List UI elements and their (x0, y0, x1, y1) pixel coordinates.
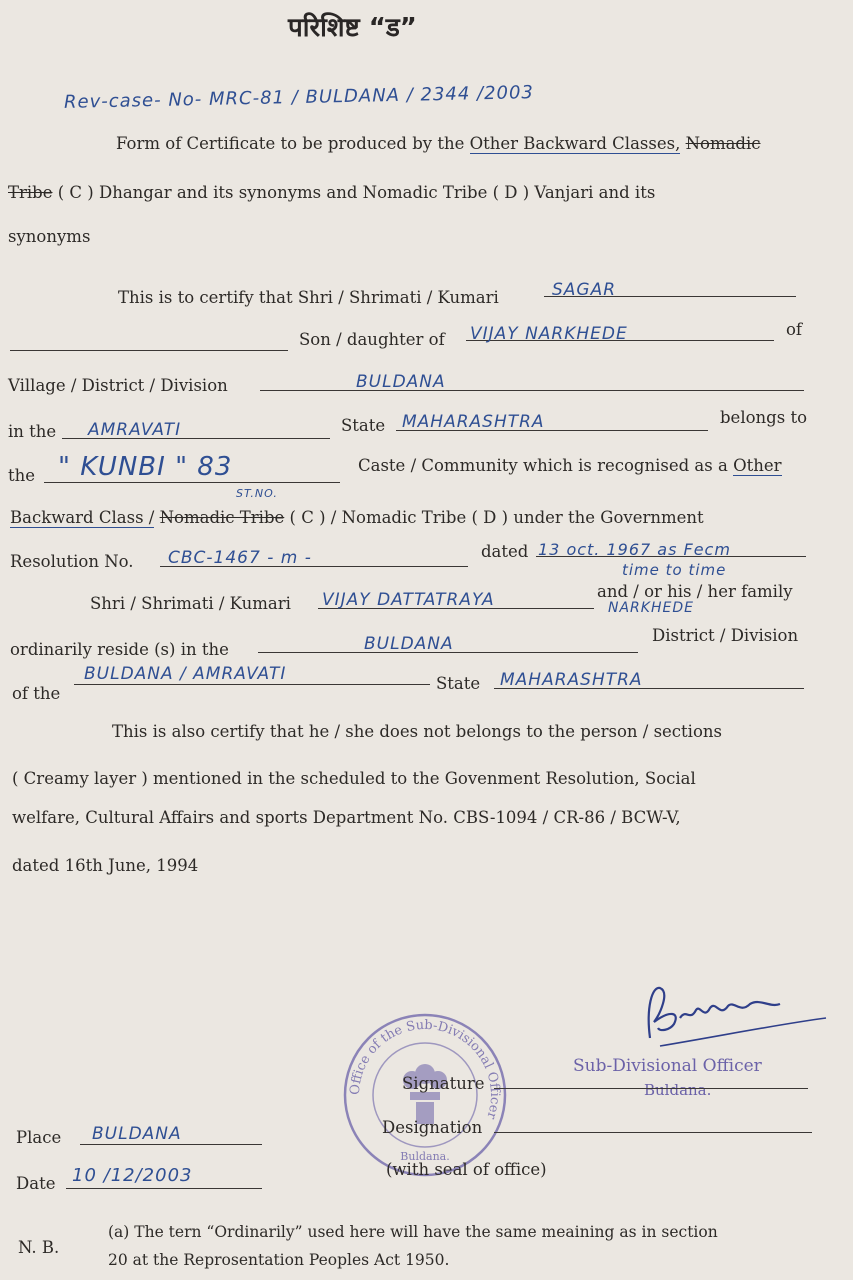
officer-stamp-place: Buldana. (644, 1081, 712, 1099)
district-division-label: District / Division (652, 626, 799, 645)
intro-line-3: synonyms (8, 227, 91, 246)
handwritten-reside: BULDANA (364, 634, 454, 654)
handwritten-state: MAHARASHTRA (402, 412, 545, 432)
the-label: the (8, 466, 36, 485)
with-seal-label: (with seal of office) (386, 1160, 547, 1179)
handwritten-st-no: ST.NO. (236, 487, 278, 500)
also-certify-line: This is also certify that he / she does not belongs to the person / sections (112, 722, 722, 741)
note-line-2: 20 at the Reprosentation Peoples Act 1950. (108, 1251, 450, 1269)
welfare-line: welfare, Cultural Affairs and sports Department No. CBS-1094 / CR-86 / BCW-V, (12, 808, 681, 827)
blank-line (10, 350, 288, 351)
son-daughter-label: Son / daughter of (299, 330, 445, 349)
handwritten-resolution: CBC-1467 - m - (168, 548, 312, 568)
handwritten-name: SAGAR (552, 280, 617, 300)
date-label: Date (16, 1174, 56, 1193)
ordinarily-label: ordinarily reside (s) in the (10, 640, 229, 659)
of-the-label: of the (12, 684, 61, 703)
handwritten-caste: " KUNBI " 83 (58, 452, 233, 482)
of-label: of (786, 320, 803, 339)
nb-label: N. B. (18, 1238, 60, 1257)
note-line-1: (a) The tern “Ordinarily” used here will have the same meaining as in section (108, 1223, 718, 1241)
and-or-label: and / or his / her family (597, 582, 793, 601)
handwritten-village: BULDANA (356, 372, 446, 392)
date-line (66, 1188, 262, 1189)
intro-line-1: Form of Certificate to be produced by the Other Backward Classes, Nomadic (116, 134, 761, 153)
in-the-label: in the (8, 422, 57, 441)
state-label-2: State (436, 674, 481, 693)
office-seal-stamp (340, 1010, 510, 1180)
officer-stamp: Sub-Divisional Officer (573, 1056, 762, 1076)
dated-june-line: dated 16th June, 1994 (12, 856, 199, 875)
handwritten-date-value: 13 oct. 1967 as Fecm (538, 540, 731, 559)
of-the-line (74, 684, 430, 685)
designation-line (494, 1132, 812, 1133)
signature-label: Signature (402, 1074, 485, 1093)
handwritten-signature (640, 978, 830, 1058)
handwritten-state-2: MAHARASHTRA (500, 670, 643, 690)
belongs-to-label: belongs to (720, 408, 808, 427)
backward-class-line: Backward Class / Nomadic Tribe ( C ) / Nomadic Tribe ( D ) under the Government (10, 508, 704, 527)
handwritten-family-name: VIJAY DATTATRAYA (322, 590, 495, 610)
handwritten-of-the: BULDANA / AMRAVATI (84, 664, 287, 684)
intro-line-2: Tribe ( C ) Dhangar and its synonyms and Nomadic Tribe ( D ) Vanjari and its (8, 183, 656, 202)
certify-label: This is to certify that Shri / Shrimati / Kumari (118, 288, 499, 307)
handwritten-date: 10 /12/2003 (72, 1165, 193, 1186)
signature-line (494, 1088, 808, 1089)
place-label: Place (16, 1128, 62, 1147)
handwritten-district: AMRAVATI (88, 420, 182, 440)
emblem-icon (403, 1064, 447, 1124)
resolution-label: Resolution No. (10, 552, 134, 571)
document-title: परिशिष्ट “ड” (288, 13, 417, 43)
caste-line (44, 482, 340, 483)
creamy-line: ( Creamy layer ) mentioned in the scheduled to the Govenment Resolution, Social (12, 769, 696, 788)
village-line (260, 390, 804, 391)
handwritten-father: VIJAY NARKHEDE (470, 324, 628, 344)
seal-text: Office of the Sub-Divisional Officer (347, 1017, 503, 1121)
dated-label: dated (481, 542, 529, 561)
handwritten-date-value-2: time to time (622, 561, 727, 579)
designation-label: Designation (382, 1118, 483, 1137)
seal-place: Buldana. (400, 1150, 450, 1163)
handwritten-family-name-2: NARKHEDE (608, 600, 694, 616)
caste-label: Caste / Community which is recognised as a Other (358, 456, 782, 475)
state-label: State (341, 416, 386, 435)
shri-label-2: Shri / Shrimati / Kumari (90, 594, 291, 613)
handwritten-place: BULDANA (92, 1124, 182, 1144)
handwritten-reference: Rev-case- No- MRC-81 / BULDANA / 2344 /2003 (63, 82, 535, 113)
place-line (80, 1144, 262, 1145)
village-label: Village / District / Division (8, 376, 228, 395)
